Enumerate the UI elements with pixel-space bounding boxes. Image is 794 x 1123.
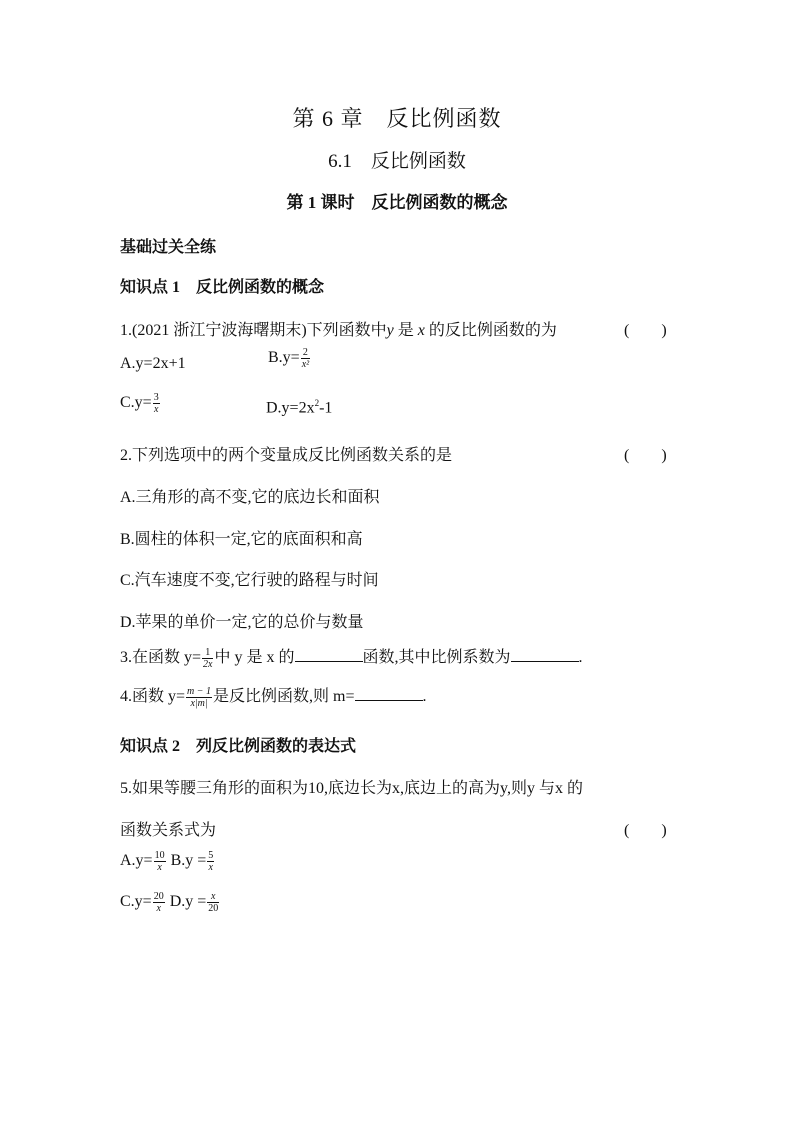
q1-option-c-prefix: C.y= xyxy=(120,394,152,412)
q5-option-b-prefix: B.y = xyxy=(170,852,207,870)
q1-option-b xyxy=(268,347,311,370)
section-title: 6.1 反比例函数 xyxy=(328,151,466,172)
q4-fraction xyxy=(186,686,212,709)
practice-title: 基础过关全练 xyxy=(120,239,217,256)
fraction-denominator: x xyxy=(157,862,162,873)
q3-mid2: 函数,其中比例系数为 xyxy=(362,649,511,666)
question-3 xyxy=(120,644,583,670)
q3-answer-blank-2[interactable] xyxy=(511,647,579,662)
question-5-stem-line-2: 函数关系式为 xyxy=(120,822,217,839)
q4-end: . xyxy=(422,688,427,705)
fraction-denominator: x² xyxy=(301,359,310,370)
fraction-numerator: 10 xyxy=(154,850,165,861)
fraction-numerator: x xyxy=(207,891,219,903)
q5-option-d-prefix: D.y = xyxy=(169,893,207,911)
q1-var-y: y xyxy=(386,322,394,339)
q1-suffix: 的反比例函数的为 xyxy=(424,322,557,339)
q3-end: . xyxy=(578,649,583,666)
fraction-denominator: x xyxy=(153,404,159,415)
q5-options-ab xyxy=(120,850,215,873)
chapter-title: 第 6 章 反比例函数 xyxy=(292,106,502,131)
q5-option-a-prefix: A.y= xyxy=(120,852,153,870)
fraction-numerator: 5 xyxy=(208,850,214,861)
q5-answer-paren: ( ) xyxy=(624,822,667,839)
q2-answer-paren: ( ) xyxy=(624,447,667,464)
fraction-denominator: 2x xyxy=(203,658,213,670)
q5-option-b-fraction xyxy=(207,850,214,873)
question-2-stem: 2.下列选项中的两个变量成反比例函数关系的是 xyxy=(120,447,453,464)
q1-option-d xyxy=(266,398,332,417)
knowledge-point-1: 知识点 1 反比例函数的概念 xyxy=(120,279,325,296)
q2-option-a: A.三角形的高不变,它的底边长和面积 xyxy=(120,489,380,506)
q1-option-d-exponent: 2 xyxy=(314,398,320,408)
q4-answer-blank[interactable] xyxy=(355,686,423,701)
q1-prefix: 1.(2021 浙江宁波海曙期末)下列函数中 xyxy=(120,322,387,339)
fraction-denominator: x xyxy=(208,862,213,873)
q3-mid: 中 y 是 x 的 xyxy=(214,649,295,666)
q1-option-b-prefix: B.y= xyxy=(268,349,300,367)
q3-prefix: 3.在函数 y= xyxy=(120,649,202,666)
q2-option-d: D.苹果的单价一定,它的总价与数量 xyxy=(120,614,364,631)
q1-option-c-fraction xyxy=(153,392,160,415)
q1-answer-paren: ( ) xyxy=(624,322,667,339)
fraction-denominator: x xyxy=(156,903,161,914)
q1-mid: 是 xyxy=(393,322,418,339)
q3-fraction xyxy=(202,647,213,670)
q1-option-a: A.y=2x+1 xyxy=(120,355,186,372)
question-1-stem xyxy=(120,317,557,340)
q1-option-d-suffix: -1 xyxy=(319,399,333,417)
q5-option-c-fraction xyxy=(153,891,165,914)
fraction-numerator: m − 1 xyxy=(187,685,212,697)
q1-var-x: x xyxy=(417,322,425,339)
q1-option-b-fraction xyxy=(301,347,310,370)
fraction-numerator: 20 xyxy=(153,891,164,902)
fraction-numerator: 2 xyxy=(301,347,310,359)
knowledge-point-2: 知识点 2 列反比例函数的表达式 xyxy=(120,738,357,755)
q4-mid: 是反比例函数,则 m= xyxy=(213,688,355,705)
lesson-title: 第 1 课时 反比例函数的概念 xyxy=(286,193,508,212)
q5-option-c-prefix: C.y= xyxy=(120,893,152,911)
fraction-numerator: 3 xyxy=(153,392,159,403)
q2-option-b: B.圆柱的体积一定,它的底面积和高 xyxy=(120,531,363,548)
q5-option-d-fraction xyxy=(207,891,219,914)
fraction-numerator: 1 xyxy=(202,647,213,659)
q4-prefix: 4.函数 y= xyxy=(120,688,186,705)
q2-option-c: C.汽车速度不变,它行驶的路程与时间 xyxy=(120,572,379,589)
question-4 xyxy=(120,683,427,709)
fraction-denominator: 20 xyxy=(208,903,219,914)
question-5-stem-line-1: 5.如果等腰三角形的面积为10,底边长为x,底边上的高为y,则y 与x 的 xyxy=(120,780,583,797)
fraction-denominator: x|m| xyxy=(190,697,208,709)
q5-options-cd xyxy=(120,891,220,914)
q1-option-c xyxy=(120,392,161,415)
q1-option-d-prefix: D.y=2x xyxy=(266,399,315,417)
q3-answer-blank-1[interactable] xyxy=(295,647,363,662)
q5-option-a-fraction xyxy=(154,850,166,873)
